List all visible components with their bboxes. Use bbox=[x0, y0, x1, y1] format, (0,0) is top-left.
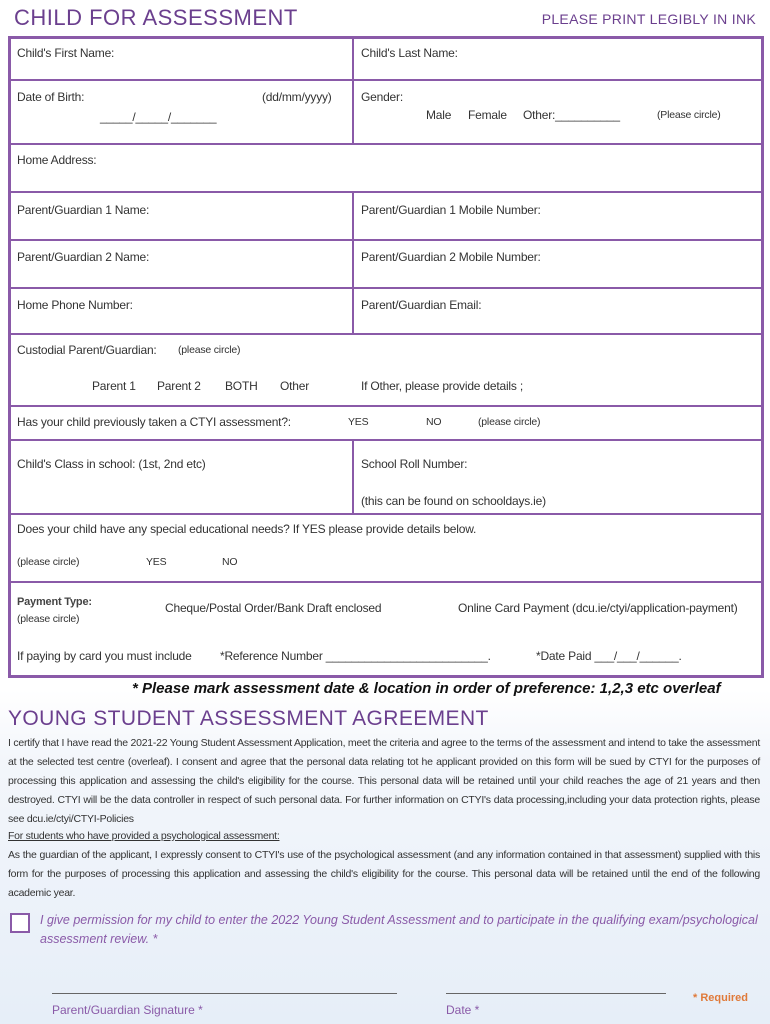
special-needs-label: Does your child have any special educational needs? If YES please provide details below. bbox=[17, 522, 477, 536]
permission-text: I give permission for my child to enter the 2022 Young Student Assessment and to participate in the qualifying exam/psychological assessment review. * bbox=[40, 913, 758, 946]
prev-ctyi-yes[interactable]: YES bbox=[348, 416, 369, 428]
custodial-option-parent1[interactable]: Parent 1 bbox=[92, 379, 136, 393]
agreement-paragraph-1: I certify that I have read the 2021-22 Young Student Assessment Application, meet the criteria and agree to the terms of the assessment and intend to take the assessment at the selected test centre (overleaf). I consent and agree that the personal data relating tot he applicant provided on this form will be sued by CTYI for the purposes of processing this application and assessing the child's eligibility for the course. This personal data will be retained until your child reaches the age of 21 years and then destroyed. CTYI will be the data controller in respect of such personal data. For further information on CTYI's data processing,including your data protection rights, please see dcu.ie/ctyi/CTYI-Policies bbox=[8, 737, 760, 825]
pg1-mobile-label: Parent/Guardian 1 Mobile Number: bbox=[361, 203, 541, 217]
payment-please-circle: (please circle) bbox=[17, 613, 80, 625]
special-needs-yes[interactable]: YES bbox=[146, 556, 167, 568]
pg1-name-label: Parent/Guardian 1 Name: bbox=[17, 203, 150, 217]
pg2-mobile-label: Parent/Guardian 2 Mobile Number: bbox=[361, 250, 541, 264]
date-line[interactable] bbox=[446, 993, 666, 994]
roll-number-hint: (this can be found on schooldays.ie) bbox=[361, 494, 546, 508]
card-include-label: If paying by card you must include bbox=[17, 649, 192, 663]
if-other-label: If Other, please provide details ; bbox=[361, 379, 523, 393]
prev-ctyi-please-circle: (please circle) bbox=[478, 416, 541, 428]
gender-option-other[interactable]: Other:__________ bbox=[523, 108, 620, 122]
pg2-name-label: Parent/Guardian 2 Name: bbox=[17, 250, 150, 264]
signature-label: Parent/Guardian Signature * bbox=[52, 1003, 203, 1017]
payment-type-label: Payment Type: bbox=[17, 596, 92, 608]
signature-line[interactable] bbox=[52, 993, 397, 994]
home-phone-label: Home Phone Number: bbox=[17, 298, 133, 312]
special-needs-no[interactable]: NO bbox=[222, 556, 238, 568]
gender-option-male[interactable]: Male bbox=[426, 108, 452, 122]
roll-number-label: School Roll Number: bbox=[361, 457, 468, 471]
pg2-name-field[interactable] bbox=[10, 240, 353, 288]
dob-label: Date of Birth: bbox=[17, 90, 85, 104]
preference-note: * Please mark assessment date & location in order of preference: 1,2,3 etc overleaf bbox=[132, 680, 721, 697]
page-title: CHILD FOR ASSESSMENT bbox=[14, 5, 298, 30]
date-label: Date * bbox=[446, 1003, 480, 1017]
first-name-label: Child's First Name: bbox=[17, 46, 115, 60]
required-note: * Required bbox=[692, 992, 748, 1004]
special-needs-please-circle: (please circle) bbox=[17, 556, 80, 568]
custodial-option-both[interactable]: BOTH bbox=[225, 379, 258, 393]
home-address-field[interactable] bbox=[10, 144, 762, 192]
prev-ctyi-label: Has your child previously taken a CTYI assessment?: bbox=[17, 415, 291, 429]
agreement-paragraph-2: As the guardian of the applicant, I expressly consent to CTYI's use of the psychological assessment (and any information contained in that assessment) supplied with this form for the purposes of processing this application and assessing the child's eligibility for the course. This personal data will be retained until the end of the following academic year. bbox=[8, 849, 760, 899]
permission-checkbox[interactable] bbox=[10, 913, 30, 933]
print-note: PLEASE PRINT LEGIBLY IN INK bbox=[541, 11, 756, 27]
agreement-title: YOUNG STUDENT ASSESSMENT AGREEMENT bbox=[8, 707, 489, 730]
class-label: Child's Class in school: (1st, 2nd etc) bbox=[17, 457, 206, 471]
prev-ctyi-no[interactable]: NO bbox=[426, 416, 442, 428]
reference-number-field[interactable]: *Reference Number _________________________. bbox=[220, 649, 491, 663]
class-field[interactable] bbox=[10, 440, 353, 514]
gender-please-circle: (Please circle) bbox=[657, 109, 721, 121]
date-paid-field[interactable]: *Date Paid ___/___/______. bbox=[536, 649, 682, 663]
custodial-please-circle: (please circle) bbox=[178, 344, 241, 356]
custodial-option-parent2[interactable]: Parent 2 bbox=[157, 379, 201, 393]
agreement-subhead: For students who have provided a psychological assessment: bbox=[8, 830, 280, 842]
custodial-option-other[interactable]: Other bbox=[280, 379, 310, 393]
home-address-label: Home Address: bbox=[17, 153, 97, 167]
dob-format: (dd/mm/yyyy) bbox=[262, 90, 332, 104]
last-name-label: Child's Last Name: bbox=[361, 46, 458, 60]
pg-email-label: Parent/Guardian Email: bbox=[361, 298, 482, 312]
dob-blank: _____/_____/_______ bbox=[100, 110, 217, 124]
gender-label: Gender: bbox=[361, 90, 403, 104]
pg2-mobile-field[interactable] bbox=[353, 240, 762, 288]
payment-option-online[interactable]: Online Card Payment (dcu.ie/ctyi/application-payment) bbox=[458, 601, 738, 615]
payment-option-cheque[interactable]: Cheque/Postal Order/Bank Draft enclosed bbox=[165, 601, 382, 615]
custodial-label: Custodial Parent/Guardian: bbox=[17, 343, 157, 357]
gender-option-female[interactable]: Female bbox=[468, 108, 507, 122]
